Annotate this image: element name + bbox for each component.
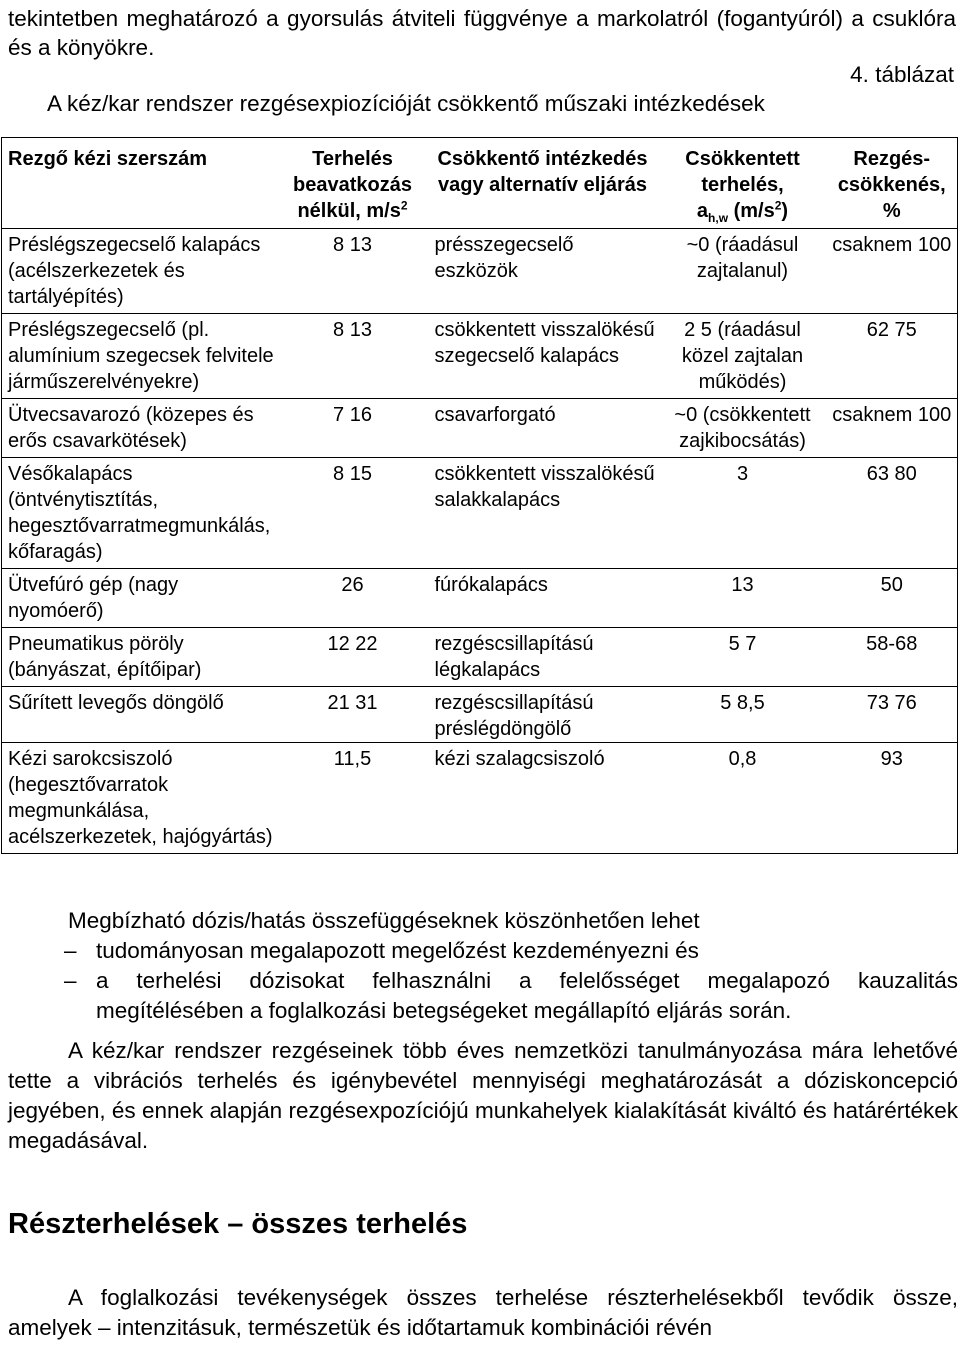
cell-measure: rezgéscsillapítású légkalapács — [427, 628, 659, 687]
cell-measure: fúrókalapács — [427, 569, 659, 628]
cell-exposure: 11,5 — [279, 743, 427, 854]
header-exposure: Terhelés beavatkozás nélkül, $m/s^2$ — [279, 138, 427, 229]
cell-tool: Vésőkalapács (öntvénytisztítás, hegesztővarratmegmunkálás, kőfaragás) — [2, 458, 279, 569]
cell-measure: kézi szalagcsiszoló — [427, 743, 659, 854]
list-item — [8, 936, 958, 966]
table-row — [2, 399, 958, 458]
cell-reduced: 13 — [659, 569, 827, 628]
cell-reduced: 0,8 — [659, 743, 827, 854]
table-row — [2, 569, 958, 628]
cell-reduced: ~0 (csökkentett zajkibocsátás) — [659, 399, 827, 458]
table-row — [2, 743, 958, 854]
cell-reduction: 50 — [827, 569, 958, 628]
cell-tool: Pneumatikus pöröly (bányászat, építőipar) — [2, 628, 279, 687]
cell-reduced: 2 5 (ráadásul közel zajtalan működés) — [659, 314, 827, 399]
table-row — [2, 314, 958, 399]
header-measure: Csökkentő intézkedés vagy alternatív eljárás — [427, 138, 659, 229]
header-reduced: Csökkentett terhelés, $a_{h,w}$ $(m/s^2)$ — [659, 138, 827, 229]
cell-reduced: ~0 (ráadásul zajtalanul) — [659, 229, 827, 314]
list-item — [8, 966, 958, 1026]
cell-tool: Ütvefúró gép (nagy nyomóerő) — [2, 569, 279, 628]
cell-measure: rezgéscsillapítású préslégdöngölő — [427, 687, 659, 743]
cell-reduced: 3 — [659, 458, 827, 569]
header-reduction: Rezgés-csökkenés, % — [827, 138, 958, 229]
table-row — [2, 628, 958, 687]
table-header-row — [2, 138, 958, 229]
cell-exposure: 7 16 — [279, 399, 427, 458]
cell-exposure: 8 13 — [279, 229, 427, 314]
table-number: 4. táblázat — [850, 62, 954, 87]
cell-tool: Préslégszegecselő (pl. alumínium szegecsek felvitele járműszerelvényekre) — [2, 314, 279, 399]
cell-tool: Kézi sarokcsiszoló (hegesztővarratok megmunkálása, acélszerkezetek, hajógyártás) — [2, 743, 279, 854]
intro-paragraph: tekintetben meghatározó a gyorsulás átviteli függvénye a markolatról (fogantyúról) a csuklóra és a könyökre. — [8, 6, 956, 60]
cell-reduced: 5 8,5 — [659, 687, 827, 743]
table-row — [2, 229, 958, 314]
table-row — [2, 687, 958, 743]
cell-exposure: 21 31 — [279, 687, 427, 743]
cell-reduction: 62 75 — [827, 314, 958, 399]
cell-tool: Ütvecsavarozó (közepes és erős csavarkötések) — [2, 399, 279, 458]
table-title: A kéz/kar rendszer rezgésexpiozícióját csökkentő műszaki intézkedések — [47, 91, 765, 116]
paragraph-dose-effect: Megbízható dózis/hatás összefüggéseknek köszönhetően lehet — [68, 908, 700, 933]
cell-reduced: 5 7 — [659, 628, 827, 687]
cell-exposure: 26 — [279, 569, 427, 628]
cell-reduction: 93 — [827, 743, 958, 854]
cell-reduction: 63 80 — [827, 458, 958, 569]
cell-measure: csökkentett visszalökésű szegecselő kalapács — [427, 314, 659, 399]
paragraph-research: A kéz/kar rendszer rezgéseinek több éves nemzetközi tanulmányozása mára lehetővé tette a vibrációs terhelés és igénybevétel mennyiségi meghatározását a dóziskoncepció jegyében, és ennek alapján rezgésexpozíciójú munkahelyek kialakítását kiváltó és határértékek megadásával. — [8, 1038, 958, 1153]
cell-exposure: 12 22 — [279, 628, 427, 687]
header-tool: Rezgő kézi szerszám — [2, 138, 279, 229]
cell-measure: csavarforgató — [427, 399, 659, 458]
cell-tool: Préslégszegecselő kalapács (acélszerkezetek és tartályépítés) — [2, 229, 279, 314]
table-row — [2, 458, 958, 569]
cell-reduction: 58-68 — [827, 628, 958, 687]
cell-exposure: 8 15 — [279, 458, 427, 569]
cell-measure: présszegecselő eszközök — [427, 229, 659, 314]
section-heading: Részterhelések – összes terhelés — [8, 1208, 468, 1240]
vibration-table — [1, 137, 958, 854]
cell-reduction: csaknem 100 — [827, 399, 958, 458]
dash-bullet: – — [64, 968, 77, 993]
dash-bullet: – — [64, 938, 77, 963]
paragraph-total-load: A foglalkozási tevékenységek összes terhelése részterhelésekből tevődik össze, amelyek – intenzitásuk, természetük és időtartamuk kombinációi révén — [8, 1285, 958, 1340]
bullet-text: tudományosan megalapozott megelőzést kezdeményezni és — [96, 938, 699, 963]
cell-tool: Sűrített levegős döngölő — [2, 687, 279, 743]
cell-reduction: 73 76 — [827, 687, 958, 743]
bullet-list — [8, 936, 958, 1026]
cell-reduction: csaknem 100 — [827, 229, 958, 314]
cell-measure: csökkentett visszalökésű salakkalapács — [427, 458, 659, 569]
bullet-text: a terhelési dózisokat felhasználni a felelősséget megalapozó kauzalitás megítélésében a foglalkozási betegségeket megállapító eljárás során. — [96, 968, 958, 1023]
cell-exposure: 8 13 — [279, 314, 427, 399]
